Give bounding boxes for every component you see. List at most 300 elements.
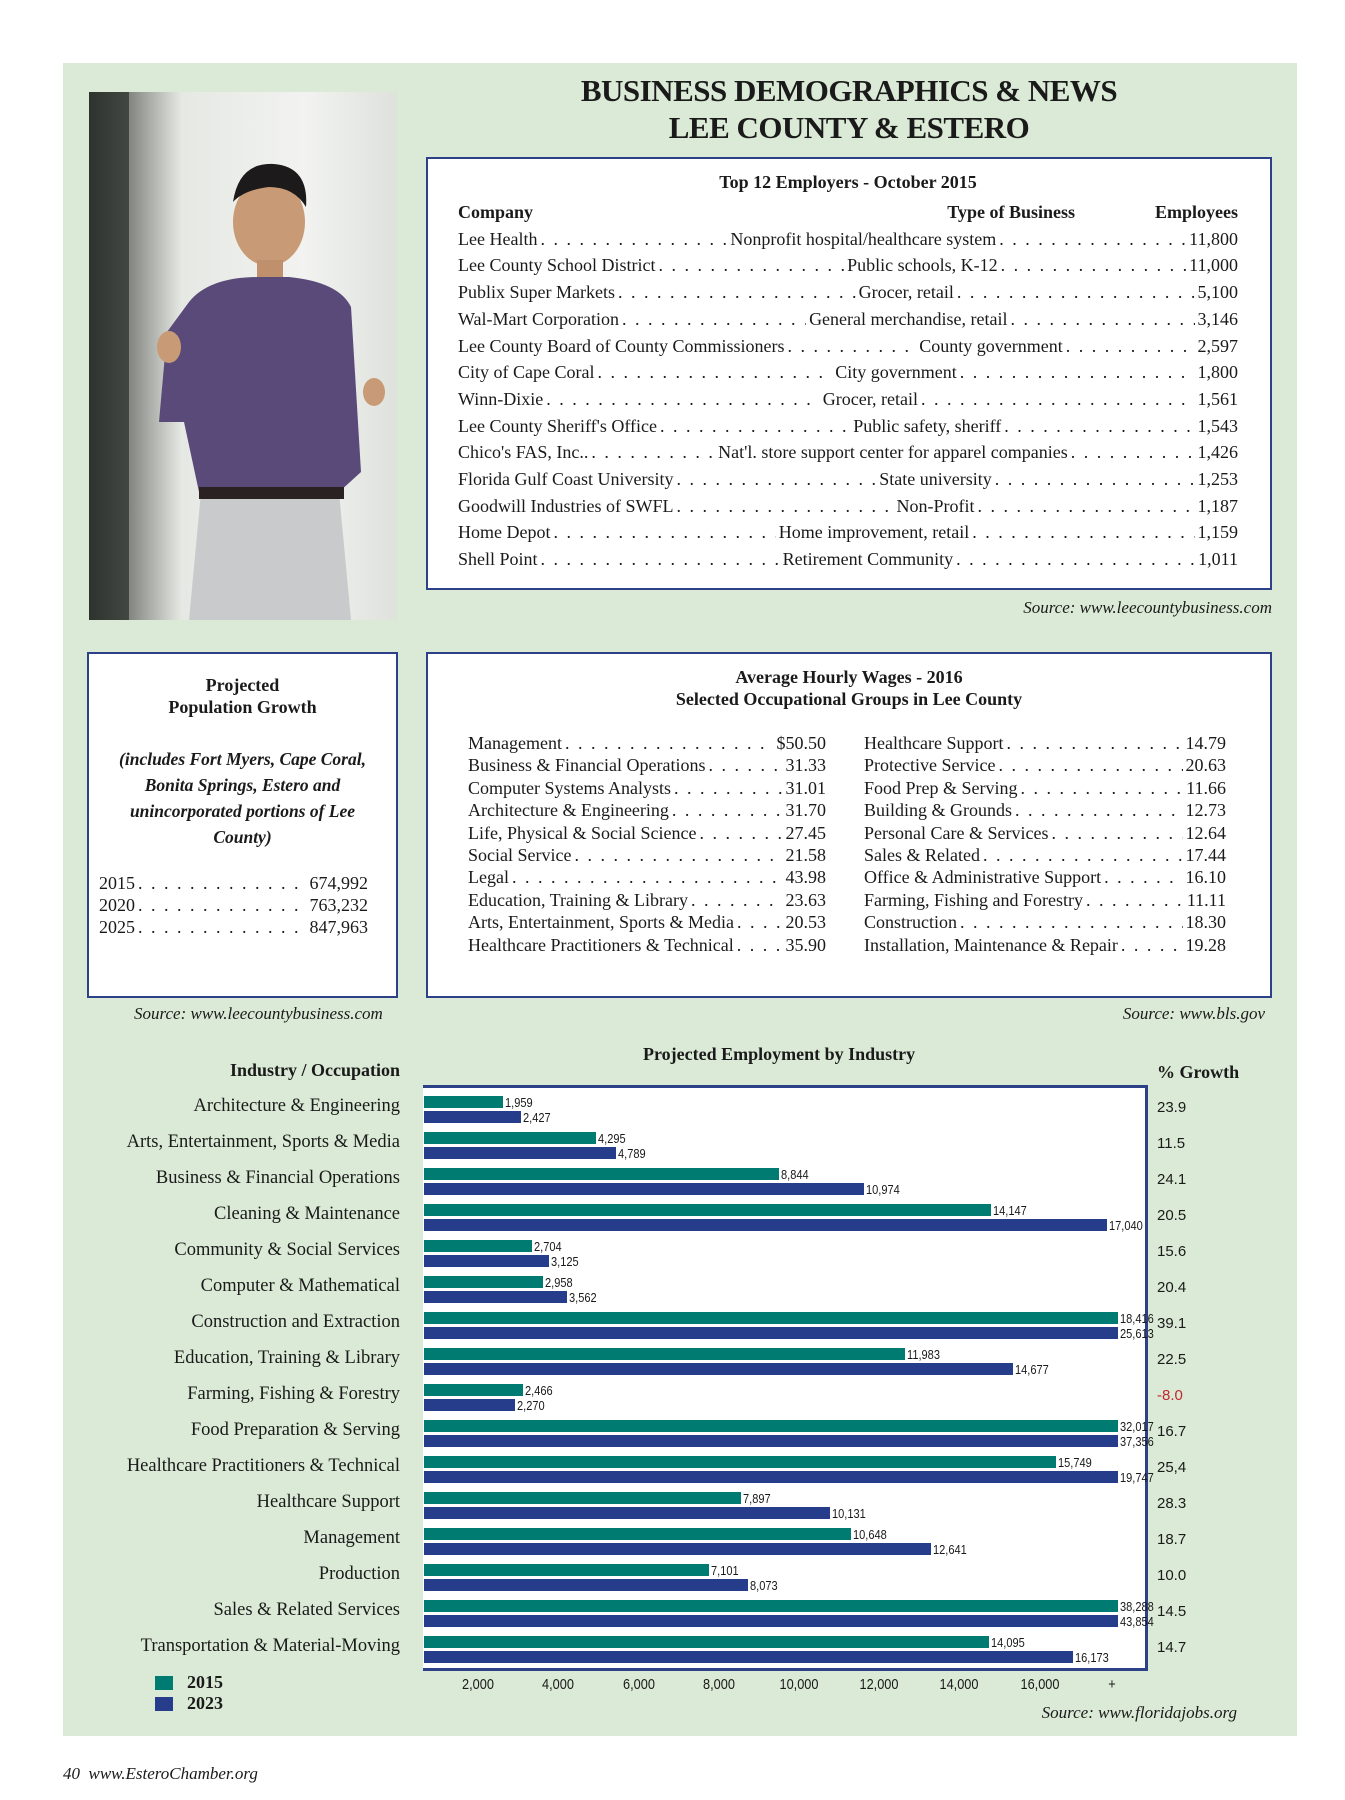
wage-row <box>864 866 1226 888</box>
growth-header: % Growth <box>1157 1062 1240 1082</box>
business-type: Home improvement, retail <box>778 522 970 543</box>
bar-2015 <box>424 1420 1118 1432</box>
wage-row <box>468 934 826 956</box>
bar-2015 <box>424 1204 991 1216</box>
bar-2023 <box>424 1111 521 1123</box>
wage-value: 12.73 <box>1185 800 1226 821</box>
population-title-1: Projected <box>205 675 280 695</box>
page-number: 40 <box>63 1764 80 1783</box>
dot-leader <box>995 466 1195 493</box>
business-type: Nonprofit hospital/healthcare system <box>730 228 997 249</box>
employer-row <box>458 493 1238 520</box>
bar-2023 <box>424 1291 567 1303</box>
dot-leader <box>1066 333 1195 360</box>
bar-value-label: 17,040 <box>1109 1218 1144 1233</box>
bar-value-label: 14,677 <box>1014 1362 1049 1377</box>
bar-value-label: 15,749 <box>1057 1455 1092 1470</box>
employer-row <box>458 466 1238 493</box>
occupation: Installation, Maintenance & Repair <box>864 934 1118 955</box>
legend-label: 2023 <box>187 1693 223 1713</box>
occupation: Computer Systems Analysts <box>468 777 672 798</box>
employee-count: 1,561 <box>1197 388 1238 409</box>
employee-count: 11,800 <box>1189 228 1239 249</box>
growth-value: 23.9 <box>1157 1099 1187 1116</box>
population-year: 2020 <box>99 895 135 915</box>
growth-value: 18.7 <box>1157 1531 1187 1548</box>
wage-value: 31.33 <box>785 755 826 776</box>
x-tick-label: 4,000 <box>542 1676 575 1693</box>
bar-value-label: 10,131 <box>832 1506 867 1521</box>
dot-leader <box>960 911 1183 933</box>
wage-value: 27.45 <box>785 822 826 843</box>
bar-value-label: 37,356 <box>1119 1434 1154 1449</box>
dot-leader <box>699 822 782 844</box>
population-value: 763,232 <box>309 895 368 915</box>
growth-value: 22.5 <box>1157 1351 1187 1368</box>
company-name: Florida Gulf Coast University <box>458 469 674 490</box>
business-type: Grocer, retail <box>822 388 918 409</box>
bar-value-label: 4,295 <box>598 1131 626 1146</box>
wage-value: 43.98 <box>785 867 826 888</box>
bar-2023 <box>424 1651 1073 1663</box>
business-type: Public safety, sheriff <box>853 415 1002 436</box>
bar-2023 <box>424 1507 830 1519</box>
wage-value: 16.10 <box>1185 867 1226 888</box>
growth-value: -8.0 <box>1157 1387 1183 1404</box>
bar-value-label: 3,125 <box>551 1254 579 1269</box>
wages-title-2: Selected Occupational Groups in Lee County <box>675 689 1023 709</box>
page-footer <box>63 1764 258 1784</box>
bar-value-label: 2,270 <box>517 1398 545 1413</box>
population-row <box>99 916 386 938</box>
col-company: Company <box>458 202 534 222</box>
occupation: Management <box>468 733 562 753</box>
wage-row <box>864 934 1226 956</box>
wage-row <box>468 732 826 754</box>
company-name: Lee Health <box>458 228 538 249</box>
population-growth-box <box>87 652 398 998</box>
bar-value-label: 8,073 <box>749 1578 778 1593</box>
employee-count: 5,100 <box>1197 282 1239 303</box>
bar-value-label: 14,095 <box>991 1635 1026 1650</box>
bar-value-label: 2,704 <box>534 1239 563 1254</box>
bar-2023 <box>424 1363 1013 1375</box>
wage-row <box>468 866 826 888</box>
bar-value-label: 12,641 <box>932 1542 967 1557</box>
company-name: Chico's FAS, Inc.. <box>458 442 589 463</box>
dot-leader <box>957 279 1195 306</box>
occupation: Personal Care & Services <box>864 822 1049 843</box>
wage-row <box>468 799 826 821</box>
business-type: Public schools, K-12 <box>847 255 998 276</box>
dot-leader <box>737 911 783 933</box>
growth-value: 11.5 <box>1157 1135 1186 1152</box>
wage-value: 23.63 <box>785 889 826 910</box>
occupation: Food Prep & Serving <box>864 777 1018 798</box>
bar-value-label: 3,562 <box>568 1290 597 1305</box>
category-label: Healthcare Support <box>256 1492 400 1512</box>
bar-2023 <box>424 1219 1107 1231</box>
employer-row <box>458 439 1238 466</box>
wage-row <box>864 911 1226 933</box>
bar-2023 <box>424 1255 549 1267</box>
population-year: 2025 <box>99 917 135 937</box>
dot-leader <box>1004 413 1194 440</box>
employee-count: 11,000 <box>1189 255 1239 276</box>
dot-leader <box>618 279 856 306</box>
occupation: Sales & Related <box>864 845 980 866</box>
dot-leader <box>1006 732 1182 754</box>
dot-leader <box>677 493 894 520</box>
hourly-wages-table <box>426 652 1272 998</box>
col-employees: Employees <box>1155 202 1238 222</box>
employers-header <box>458 199 1238 226</box>
occupation: Life, Physical & Social Science <box>468 822 697 843</box>
dot-leader <box>1086 889 1184 911</box>
bar-2015 <box>424 1348 905 1360</box>
bar-2023 <box>424 1471 1118 1483</box>
company-name: Goodwill Industries of SWFL <box>458 495 674 516</box>
wage-value: $50.50 <box>776 733 826 753</box>
occupation: Construction <box>864 912 957 933</box>
bar-2015 <box>424 1636 989 1648</box>
company-name: Winn-Dixie <box>458 388 544 409</box>
wage-value: 11.11 <box>1186 889 1226 910</box>
dot-leader <box>138 894 307 916</box>
wages-title-1: Average Hourly Wages - 2016 <box>735 667 963 687</box>
wage-row <box>864 822 1226 844</box>
bar-value-label: 4,789 <box>618 1146 646 1161</box>
dot-leader <box>546 386 820 413</box>
wage-row <box>468 822 826 844</box>
growth-value: 28.3 <box>1157 1495 1187 1512</box>
category-label: Food Preparation & Serving <box>190 1420 400 1440</box>
col-type: Type of Business <box>947 202 1075 222</box>
employers-title: Top 12 Employers - October 2015 <box>719 172 977 192</box>
dot-leader <box>138 872 307 894</box>
business-type: Grocer, retail <box>858 282 954 303</box>
dot-leader <box>541 546 780 573</box>
dot-leader <box>512 866 783 888</box>
bar-2015 <box>424 1564 709 1576</box>
wage-value: 31.01 <box>785 777 826 798</box>
wage-row <box>864 754 1226 776</box>
bar-value-label: 2,466 <box>524 1383 553 1398</box>
bar-2023 <box>424 1399 515 1411</box>
company-name: Publix Super Markets <box>458 282 615 303</box>
bar-2015 <box>424 1132 596 1144</box>
bar-value-label: 2,427 <box>523 1110 551 1125</box>
dot-leader <box>1010 306 1194 333</box>
wage-value: 11.66 <box>1186 777 1226 798</box>
legend-swatch-2023 <box>155 1697 173 1711</box>
category-label: Computer & Mathematical <box>200 1276 400 1296</box>
category-label: Construction and Extraction <box>191 1312 400 1332</box>
employers-source: Source: www.leecountybusiness.com <box>1023 598 1272 617</box>
footer-site[interactable]: www.EsteroChamber.org <box>88 1764 258 1783</box>
business-type: Nat'l. store support center for apparel companies <box>718 442 1068 463</box>
bar-value-label: 32,017 <box>1119 1419 1154 1434</box>
x-tick-label: 2,000 <box>462 1676 495 1693</box>
dot-leader <box>1001 252 1187 279</box>
growth-value: 39.1 <box>1157 1315 1187 1332</box>
growth-value: 20.5 <box>1157 1207 1187 1224</box>
dot-leader <box>553 519 775 546</box>
employer-row <box>458 306 1238 333</box>
employer-row <box>458 359 1238 386</box>
bar-value-label: 18,416 <box>1119 1311 1154 1326</box>
category-label: Production <box>318 1564 400 1584</box>
bar-2015 <box>424 1492 741 1504</box>
dot-leader <box>998 754 1182 776</box>
growth-value: 14.5 <box>1157 1603 1187 1620</box>
x-tick-label: + <box>1108 1676 1116 1693</box>
dot-leader <box>972 519 1194 546</box>
bar-2023 <box>424 1183 864 1195</box>
bar-2023 <box>424 1615 1118 1627</box>
dot-leader <box>737 934 783 956</box>
company-name: City of Cape Coral <box>458 362 595 383</box>
occupation: Healthcare Practitioners & Technical <box>468 934 734 955</box>
occupation: Protective Service <box>864 755 996 776</box>
employer-row <box>458 252 1238 279</box>
wage-row <box>468 889 826 911</box>
wage-row <box>468 777 826 799</box>
business-type: Non-Profit <box>896 495 975 516</box>
dot-leader <box>591 439 715 466</box>
wage-value: 35.90 <box>785 934 826 955</box>
bar-value-label: 7,897 <box>742 1491 771 1506</box>
bar-2015 <box>424 1096 503 1108</box>
wage-row <box>468 911 826 933</box>
population-row <box>99 872 386 894</box>
wage-row <box>864 777 1226 799</box>
category-label: Management <box>303 1528 400 1548</box>
x-tick-label: 10,000 <box>779 1676 819 1693</box>
employer-row <box>458 413 1238 440</box>
bar-2015 <box>424 1384 523 1396</box>
industry-header: Industry / Occupation <box>229 1060 400 1080</box>
occupation: Office & Administrative Support <box>864 867 1102 888</box>
dot-leader <box>674 777 782 799</box>
wage-row <box>864 799 1226 821</box>
businessman-photo <box>89 92 397 620</box>
business-type: County government <box>919 335 1063 356</box>
growth-value: 15.6 <box>1157 1243 1187 1260</box>
occupation: Legal <box>468 867 509 888</box>
wage-value: 20.63 <box>1185 755 1226 776</box>
category-label: Sales & Related Services <box>213 1600 400 1620</box>
dot-leader <box>622 306 806 333</box>
dot-leader <box>1104 866 1182 888</box>
dot-leader <box>672 799 783 821</box>
occupation: Business & Financial Operations <box>468 755 706 776</box>
growth-value: 24.1 <box>1157 1171 1187 1188</box>
business-type: Retirement Community <box>782 549 954 570</box>
bar-value-label: 10,974 <box>866 1182 900 1197</box>
category-label: Community & Social Services <box>174 1240 400 1260</box>
bar-value-label: 16,173 <box>1074 1650 1109 1665</box>
bar-value-label: 10,648 <box>852 1527 887 1542</box>
dot-leader <box>1071 439 1195 466</box>
occupation: Education, Training & Library <box>468 889 688 910</box>
bar-2015 <box>424 1168 779 1180</box>
wage-value: 31.70 <box>785 800 826 821</box>
legend-2023 <box>155 1693 223 1714</box>
bar-value-label: 14,147 <box>993 1203 1028 1218</box>
bar-2015 <box>424 1456 1056 1468</box>
occupation: Arts, Entertainment, Sports & Media <box>468 912 734 933</box>
dot-leader <box>960 359 1195 386</box>
company-name: Lee County School District <box>458 255 656 276</box>
wage-value: 21.58 <box>785 845 826 866</box>
population-note: (includes Fort Myers, Cape Coral, Bonita Springs, Estero and unincorporated portions of Lee County) <box>119 749 366 847</box>
category-label: Arts, Entertainment, Sports & Media <box>126 1132 400 1152</box>
title-line-2: LEE COUNTY & ESTERO <box>668 110 1030 145</box>
company-name: Lee County Board of County Commissioners <box>458 335 785 356</box>
wage-value: 14.79 <box>1185 733 1226 753</box>
bar-2015 <box>424 1312 1118 1324</box>
category-label: Architecture & Engineering <box>193 1096 400 1116</box>
company-name: Home Depot <box>458 522 551 543</box>
x-tick-label: 8,000 <box>702 1676 735 1693</box>
wage-row <box>864 732 1226 754</box>
bar-value-label: 2,958 <box>544 1275 573 1290</box>
wage-value: 18.30 <box>1185 912 1226 933</box>
dot-leader <box>565 732 774 754</box>
employer-row <box>458 546 1238 573</box>
bar-2023 <box>424 1147 616 1159</box>
top-employers-table <box>426 157 1272 590</box>
company-name: Shell Point <box>458 549 538 570</box>
legend-2015 <box>155 1672 223 1693</box>
dot-leader <box>708 754 782 776</box>
bar-value-label: 25,613 <box>1119 1326 1154 1341</box>
employee-count: 1,253 <box>1197 469 1238 490</box>
growth-value: 14.7 <box>1157 1639 1187 1656</box>
bar-value-label: 7,101 <box>710 1563 739 1578</box>
dot-leader <box>658 252 844 279</box>
dot-leader <box>691 889 783 911</box>
bar-value-label: 38,288 <box>1119 1599 1154 1614</box>
dot-leader <box>787 333 916 360</box>
population-year: 2015 <box>99 873 135 893</box>
x-tick-label: 16,000 <box>1020 1676 1060 1693</box>
employee-count: 2,597 <box>1197 335 1238 356</box>
growth-value: 16.7 <box>1157 1423 1187 1440</box>
population-value: 674,992 <box>309 873 368 893</box>
company-name: Lee County Sheriff's Office <box>458 415 658 436</box>
dot-leader <box>660 413 850 440</box>
category-label: Education, Training & Library <box>173 1348 400 1368</box>
bar-value-label: 19,747 <box>1119 1470 1154 1485</box>
employer-row <box>458 226 1238 253</box>
wage-value: 17.44 <box>1185 845 1226 866</box>
dot-leader <box>138 916 307 938</box>
x-tick-label: 12,000 <box>859 1676 899 1693</box>
title-line-1: BUSINESS DEMOGRAPHICS & NEWS <box>580 73 1118 108</box>
dot-leader <box>956 546 1195 573</box>
wage-row <box>468 844 826 866</box>
legend-label: 2015 <box>187 1672 223 1692</box>
bar-2015 <box>424 1600 1118 1612</box>
bar-2015 <box>424 1276 543 1288</box>
dot-leader <box>999 226 1186 253</box>
bar-2015 <box>424 1240 532 1252</box>
employee-count: 1,543 <box>1197 415 1238 436</box>
chart-legend <box>155 1672 223 1714</box>
x-tick-label: 6,000 <box>622 1676 655 1693</box>
business-type: City government <box>835 362 957 383</box>
population-value: 847,963 <box>309 917 368 937</box>
population-title-2: Population Growth <box>168 697 317 717</box>
business-type: State university <box>879 469 992 490</box>
chart-title: Projected Employment by Industry <box>643 1044 916 1064</box>
category-label: Transportation & Material-Moving <box>140 1636 400 1656</box>
chart-source: Source: www.floridajobs.org <box>1041 1703 1237 1722</box>
bar-value-label: 8,844 <box>780 1167 809 1182</box>
legend-swatch-2015 <box>155 1676 173 1690</box>
dot-leader <box>921 386 1195 413</box>
bar-2023 <box>424 1543 931 1555</box>
bar-2023 <box>424 1579 748 1591</box>
employer-row <box>458 386 1238 413</box>
business-type: General merchandise, retail <box>809 308 1008 329</box>
occupation: Farming, Fishing and Forestry <box>864 889 1083 910</box>
employee-count: 1,800 <box>1197 362 1238 383</box>
bar-2023 <box>424 1327 1118 1339</box>
bar-2023 <box>424 1435 1118 1447</box>
growth-value: 25,4 <box>1157 1459 1187 1476</box>
wages-source: Source: www.bls.gov <box>1122 1004 1265 1023</box>
wage-value: 12.64 <box>1185 822 1226 843</box>
bar-value-label: 43,854 <box>1119 1614 1154 1629</box>
wage-row <box>864 844 1226 866</box>
dot-leader <box>1015 799 1182 821</box>
bar-2015 <box>424 1528 851 1540</box>
page-title <box>426 72 1272 146</box>
category-label: Farming, Fishing & Forestry <box>187 1384 400 1404</box>
dot-leader <box>574 844 782 866</box>
occupation: Healthcare Support <box>864 733 1004 753</box>
wage-row <box>864 889 1226 911</box>
bar-value-label: 1,959 <box>504 1095 533 1110</box>
category-label: Healthcare Practitioners & Technical <box>126 1456 400 1476</box>
company-name: Wal-Mart Corporation <box>458 308 620 329</box>
occupation: Building & Grounds <box>864 800 1013 821</box>
employer-row <box>458 333 1238 360</box>
x-tick-label: 14,000 <box>939 1676 979 1693</box>
category-label: Business & Financial Operations <box>155 1168 400 1188</box>
dot-leader <box>676 466 876 493</box>
population-source: Source: www.leecountybusiness.com <box>134 1004 383 1023</box>
employee-count: 1,426 <box>1197 442 1239 463</box>
dot-leader <box>1051 822 1182 844</box>
growth-value: 10.0 <box>1157 1567 1187 1584</box>
employer-row <box>458 279 1238 306</box>
dot-leader <box>540 226 727 253</box>
dot-leader <box>1121 934 1183 956</box>
employee-count: 3,146 <box>1197 308 1239 329</box>
wage-row <box>468 754 826 776</box>
occupation: Social Service <box>468 845 572 866</box>
dot-leader <box>978 493 1195 520</box>
growth-value: 20.4 <box>1157 1279 1187 1296</box>
employer-row <box>458 519 1238 546</box>
dot-leader <box>983 844 1183 866</box>
employee-count: 1,011 <box>1198 549 1238 570</box>
population-row <box>99 894 386 916</box>
